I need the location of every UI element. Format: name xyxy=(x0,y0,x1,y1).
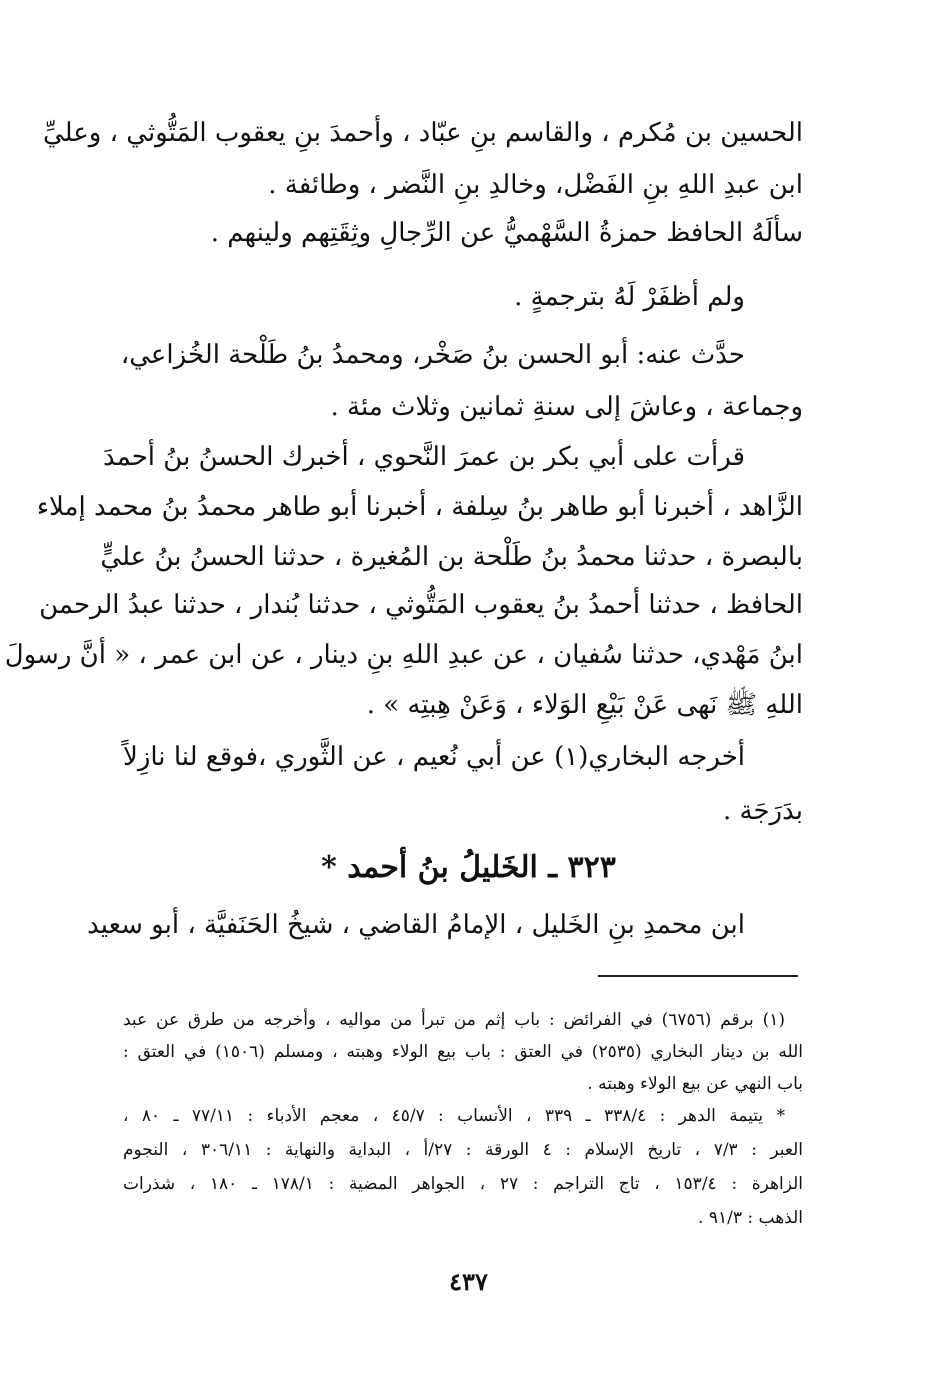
footnote-line-7: الذهب : ٩١/٣ . xyxy=(698,1208,803,1228)
body-line-2: ابن عبدِ اللهِ بنِ الفَضْل، وخالدِ بنِ النَّضر ، وطائفة . xyxy=(268,170,803,200)
body-line-3: سألَهُ الحافظ حمزةُ السَّهْميُّ عن الرِّجالِ وثِقَتِهم ولينهم . xyxy=(210,218,803,248)
page-number: ٤٣٧ xyxy=(449,1267,488,1296)
entry-first-line: ابن محمدِ بنِ الخَليل ، الإمامُ القاضي ، شيخُ الحَنَفيَّة ، أبو سعيد xyxy=(87,910,745,940)
body-line-12: اللهِ ﷺ نَهى عَنْ بَيْعِ الوَلاء ، وَعَنْ هِبتِه » . xyxy=(366,690,803,720)
body-line-14: بدَرَجَة . xyxy=(723,796,803,826)
footnote-line-4: * يتيمة الدهر : ٣٣٨/٤ ـ ٣٣٩ ، الأنساب : ٤٥/٧ ، معجم الأدباء : ٧٧/١١ ـ ٨٠ ، xyxy=(123,1106,785,1126)
body-line-10: الحافظ ، حدثنا أحمدُ بنُ يعقوب المَتُّوثي ، حدثنا بُندار ، حدثنا عبدُ الرحمن xyxy=(39,590,803,620)
body-line-6: وجماعة ، وعاشَ إلى سنةِ ثمانين وثلاث مئة . xyxy=(330,392,803,422)
footnote-line-1: (١) برقم (٦٧٥٦) في الفرائض : باب إثم من تبرأ من مواليه ، وأخرجه من طرق عن عبد xyxy=(123,1010,785,1030)
footnote-line-5: العبر : ٧/٣ ، تاريخ الإسلام : ٤ الورقة : ٢٧/أ ، البداية والنهاية : ٣٠٦/١١ ، النجوم xyxy=(123,1140,804,1160)
footnote-line-2: الله بن دينار البخاري (٢٥٣٥) في العتق : باب بيع الولاء وهبته ، ومسلم (١٥٠٦) في العتق : xyxy=(123,1042,803,1062)
entry-heading: ٣٢٣ ـ الخَليلُ بنُ أحمد * xyxy=(321,850,616,885)
footnote-line-3: باب النهي عن بيع الولاء وهبته . xyxy=(587,1074,803,1094)
body-line-8: الزَّاهد ، أخبرنا أبو طاهر بنُ سِلفة ، أخبرنا أبو طاهر محمدُ بنُ محمد إملاء xyxy=(36,492,803,522)
footnote-separator xyxy=(598,975,798,977)
body-line-11: ابنُ مَهْدي، حدثنا سُفيان ، عن عبدِ اللهِ بنِ دينار ، عن ابن عمر ، « أنَّ رسولَ xyxy=(4,640,803,670)
footnote-line-6: الزاهرة : ١٥٣/٤ ، تاج التراجم : ٢٧ ، الجواهر المضية : ١٧٨/١ ـ ١٨٠ ، شذرات xyxy=(123,1174,803,1194)
body-line-1: الحسين بن مُكرم ، والقاسم بنِ عبّاد ، وأحمدَ بنِ يعقوب المَتُّوثي ، وعليِّ xyxy=(43,118,803,148)
body-line-5: حدَّث عنه: أبو الحسن بنُ صَخْر، ومحمدُ بنُ طَلْحة الخُزاعي، xyxy=(120,340,745,370)
body-line-7: قرأت على أبي بكر بن عمرَ النَّحوي ، أخبرك الحسنُ بنُ أحمدَ xyxy=(103,442,745,472)
body-line-13: أخرجه البخاري(١) عن أبي نُعيم ، عن الثَّوري ،فوقع لنا نازِلاً xyxy=(123,742,745,772)
body-line-9: بالبصرة ، حدثنا محمدُ بنُ طَلْحة بن المُغيرة ، حدثنا الحسنُ بنُ عليٍّ xyxy=(100,542,803,572)
body-line-4: ولم أظفَرْ لَهُ بترجمةٍ . xyxy=(514,282,745,312)
